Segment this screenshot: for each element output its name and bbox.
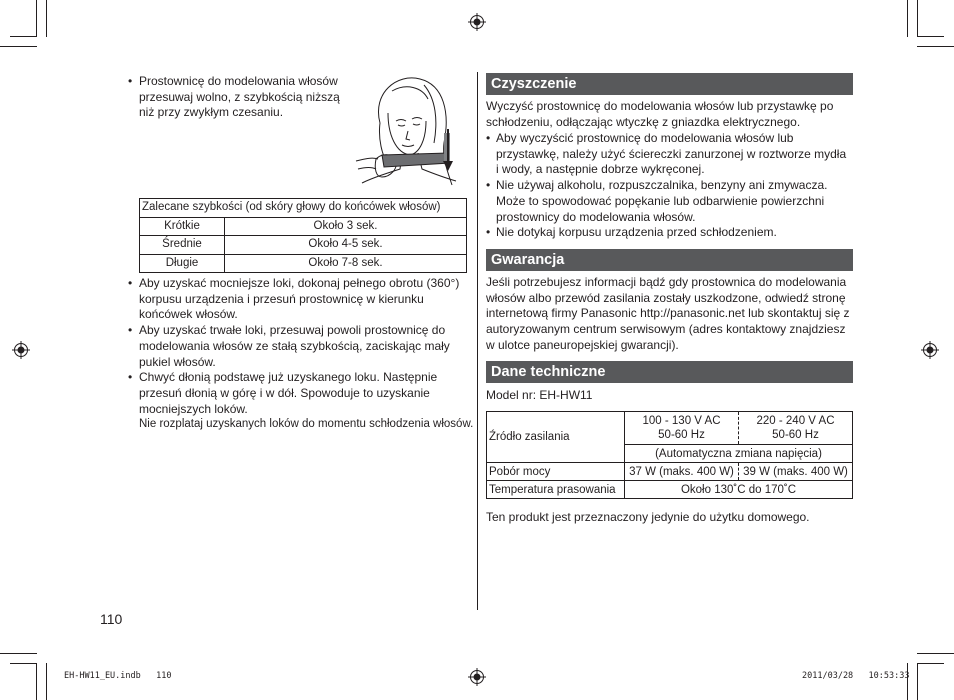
table-cell: Długie [140,254,225,273]
footer-datetime: 2011/03/28 10:53:33 [802,671,910,681]
model-number: Model nr: EH-HW11 [486,388,593,402]
crop-mark [46,0,47,37]
column-divider [477,72,478,610]
table-row [487,481,853,499]
table-cell: (Automatyczna zmiana napięcia) [625,445,853,463]
registration-mark-icon [468,13,486,31]
section-heading-specs: Dane techniczne [486,361,853,383]
crop-mark [917,0,918,37]
crop-mark [36,0,37,37]
table-cell: Około 130˚C do 170˚C [625,481,853,499]
intro-bullet-list [128,74,346,121]
table-row [487,463,853,481]
table-cell: Około 4-5 sek. [225,236,467,255]
crop-mark [10,36,37,37]
voltage-b: 220 - 240 V AC [756,415,835,427]
page-number: 110 [100,611,123,627]
list-item-text: Chwyć dłonią podstawę już uzyskanego loku. Następnie przesuń dłonią w górę i w dół. Spowoduje to uzyskanie mocniejszych loków. [139,370,438,416]
cleaning-list [486,131,852,241]
specs-table [486,411,853,499]
crop-mark [46,663,47,700]
table-cell: Pobór mocy [487,463,625,481]
crop-mark [907,0,908,37]
table-cell: Źródło zasilania [487,412,625,463]
section-heading-warranty: Gwarancja [486,249,853,271]
speed-table [139,198,467,273]
crop-mark [907,663,908,700]
table-cell: Około 3 sek. [225,217,467,236]
registration-mark-icon [921,341,939,359]
table-cell [739,412,853,445]
list-item: • Prostownicę do modelowania włosów przesuwaj wolno, z szybkością niższą niż przy zwykłym czesaniu. [128,74,346,121]
table-cell: 37 W (maks. 400 W) [625,463,739,481]
table-row [487,412,853,445]
table-cell: Około 7-8 sek. [225,254,467,273]
freq-a: 50-60 Hz [658,429,705,441]
list-item: • Aby uzyskać trwałe loki, przesuwaj powoli prostownicę do modelowania włosów ze stałą szybkością, zaciskając mały pukiel włosów. [128,323,468,370]
registration-mark-icon [468,668,486,686]
crop-mark [917,653,954,654]
woman-curling-hair-illustration [352,73,468,195]
crop-mark [10,663,37,664]
cleaning-intro: Wyczyść prostownicę do modelowania włosów lub przystawkę po schłodzeniu, odłączając wtyczkę z gniazdka elektrycznego. [486,99,834,129]
list-item: • Aby wyczyścić prostownicę do modelowania włosów lub przystawkę, należy użyć ściereczki zanurzonej w roztworze mydła i wody, a następnie dobrze wykręconej. [486,131,852,178]
list-item: • Aby uzyskać mocniejsze loki, dokonaj pełnego obrotu (360°) korpusu urządzenia i przesuń prostownicę w kierunku końcówek włosów. [128,276,468,323]
table-cell: 39 W (maks. 400 W) [739,463,853,481]
warranty-text: Jeśli potrzebujesz informacji bądź gdy prostownica do modelowania włosów albo przewód zasilania zostały uszkodzone, odwiedź stronę internetową firmy Panasonic http://panasonic.net lub skontaktuj się z autoryzowanym centrum serwisowym (adres kontaktowy znajdziesz w ulotce paneuropejskiej gwarancji). [486,275,850,352]
household-note: Ten produkt jest przeznaczony jedynie do użytku domowego. [486,510,810,524]
crop-mark [917,663,918,700]
crop-mark [36,663,37,700]
crop-mark [0,653,37,654]
note-text: Nie rozplataj uzyskanych loków do momentu schłodzenia włosów. [139,418,474,431]
voltage-a: 100 - 130 V AC [642,415,721,427]
table-cell: Krótkie [140,217,225,236]
crop-mark [0,46,37,47]
table-cell [625,412,739,445]
table-cell: Temperatura prasowania [487,481,625,499]
crop-mark [917,36,944,37]
registration-mark-icon [12,341,30,359]
list-item: • Nie dotykaj korpusu urządzenia przed schłodzeniem. [486,225,852,241]
curl-tips-list [128,276,474,433]
section-heading-cleaning: Czyszczenie [486,73,853,95]
table-cell: Średnie [140,236,225,255]
table-row [140,254,467,273]
list-item: • Nie używaj alkoholu, rozpuszczalnika, benzyny ani zmywacza. Może to spowodować popękanie lub odbarwienie powierzchni prostownicy do modelowania włosów. [486,178,852,225]
speed-table-header: Zalecane szybkości (od skóry głowy do końcówek włosów) [140,199,467,218]
crop-mark [917,46,954,47]
crop-mark [917,663,944,664]
list-item [128,370,474,433]
table-row [140,236,467,255]
footer-file: EH-HW11_EU.indb 110 [64,671,172,681]
table-row [140,217,467,236]
freq-b: 50-60 Hz [772,429,819,441]
